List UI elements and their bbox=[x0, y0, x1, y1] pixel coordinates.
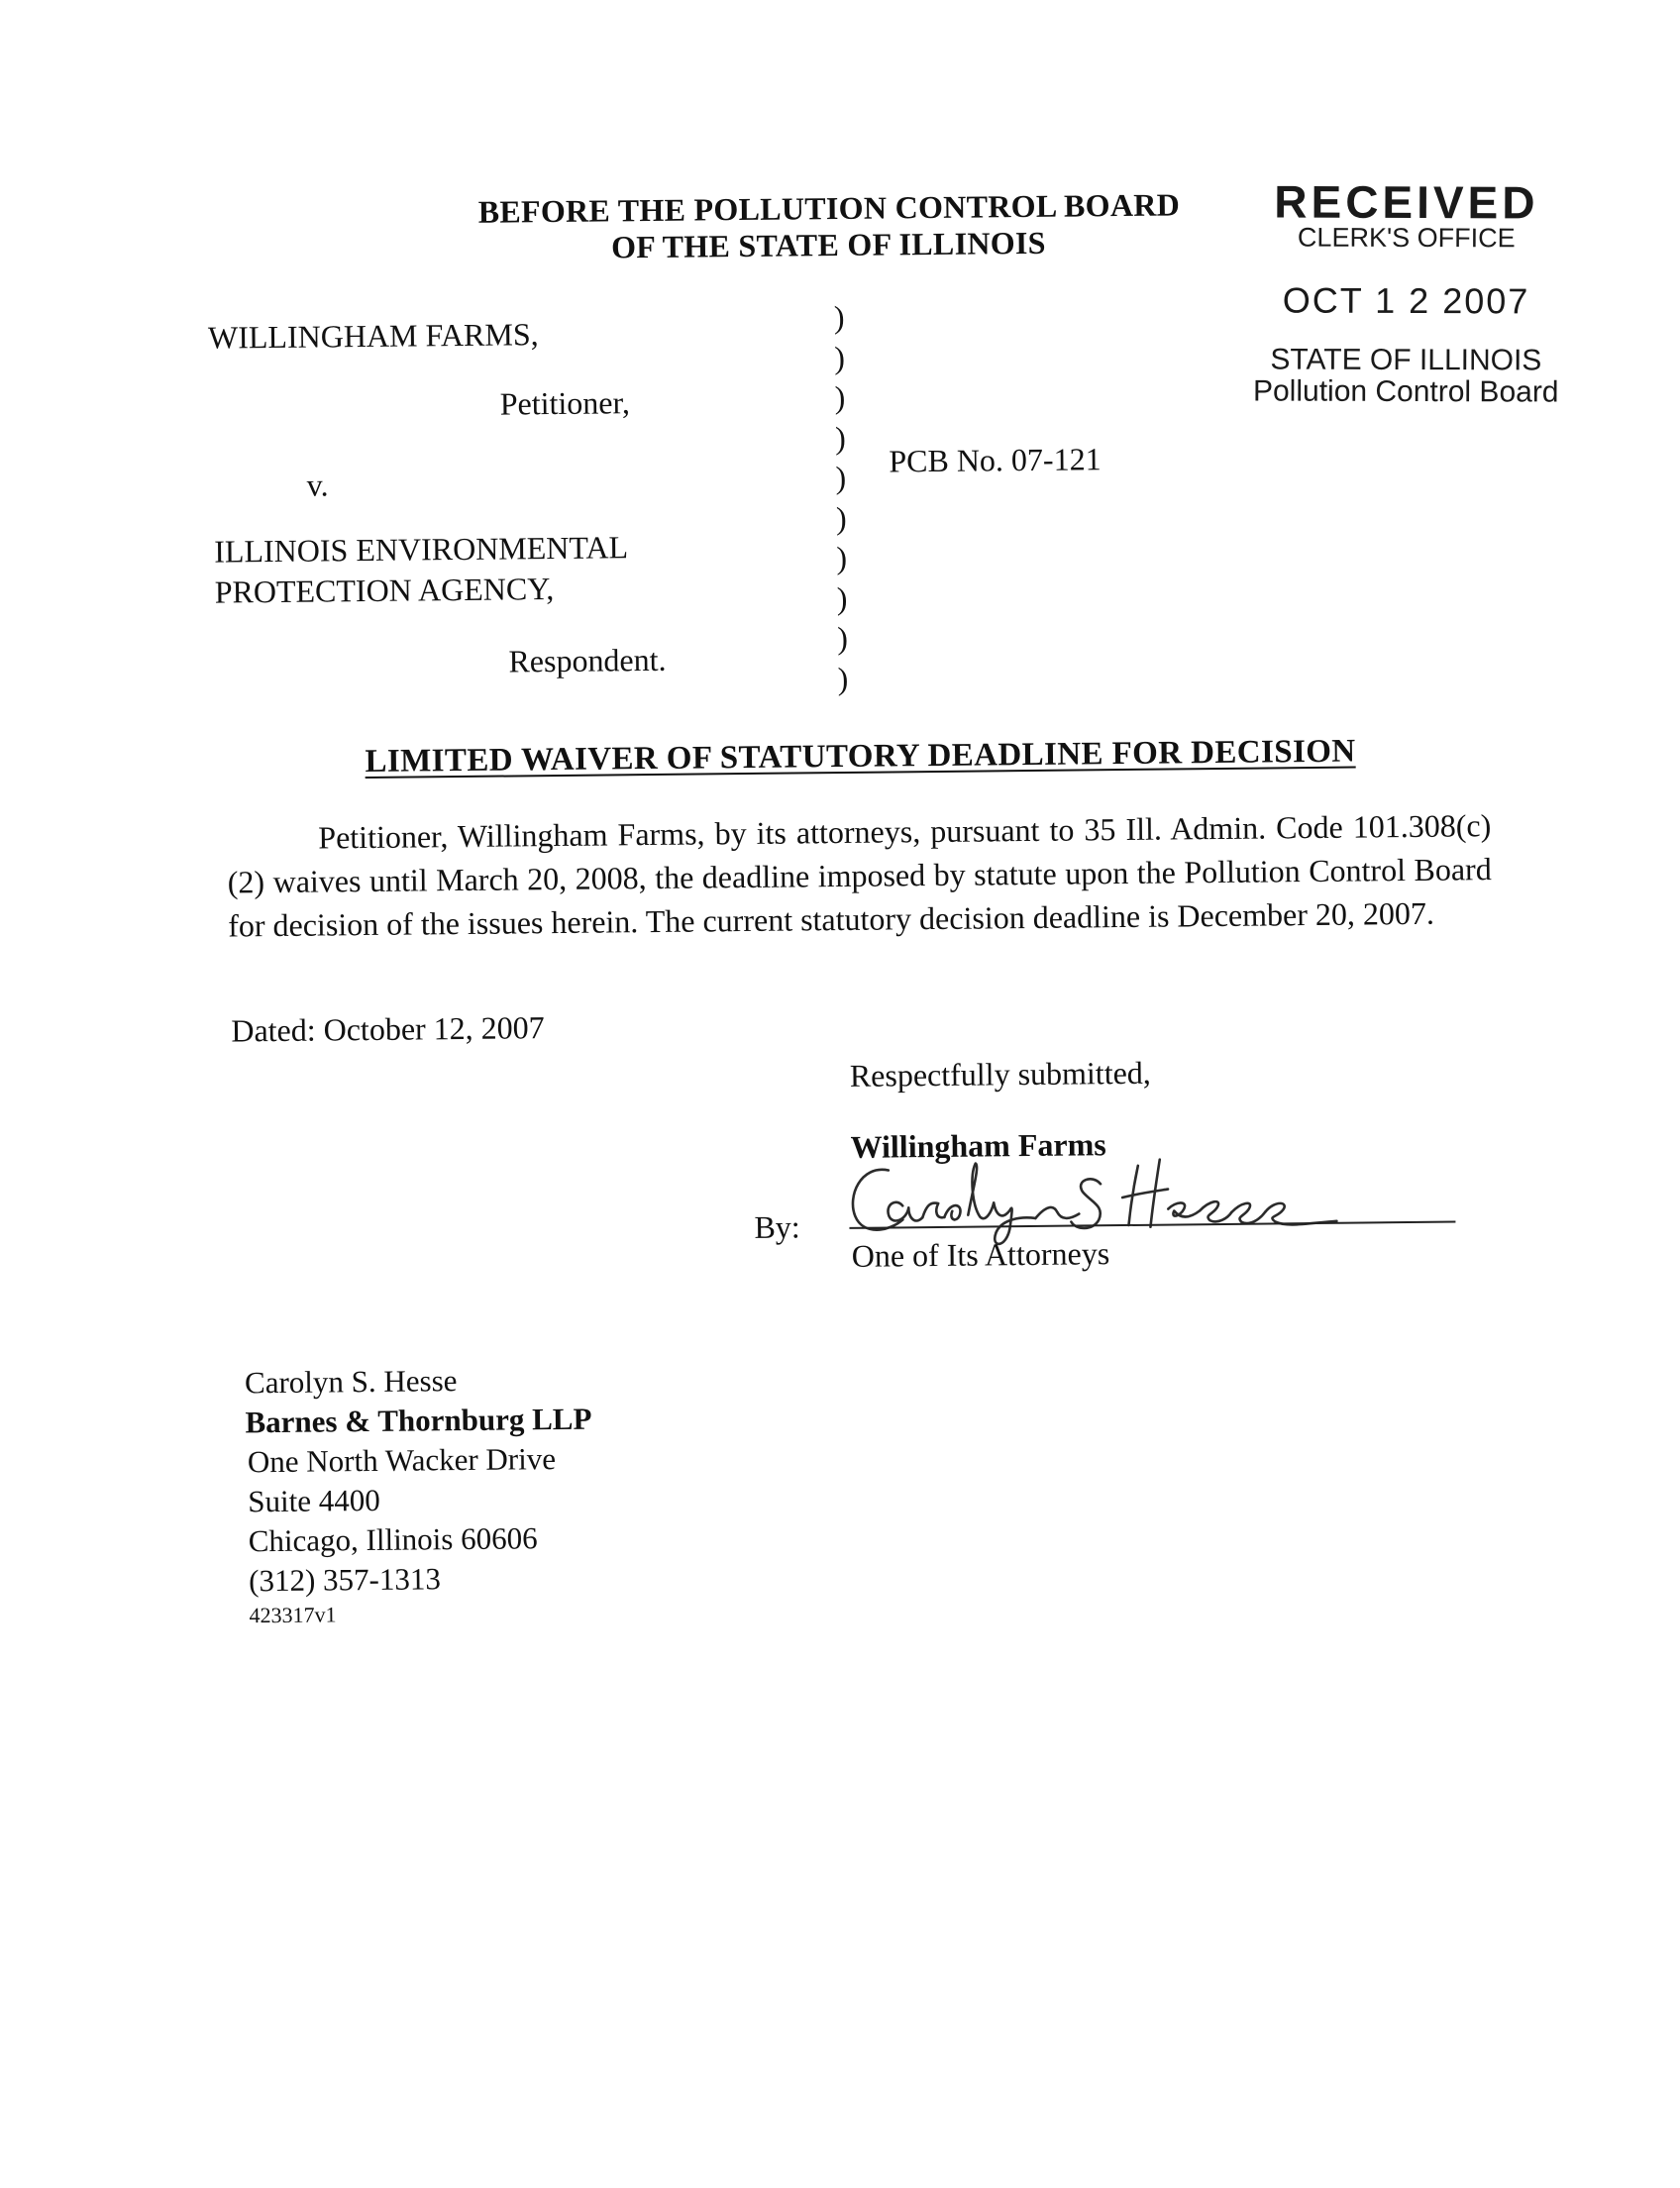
signer-role: One of Its Attorneys bbox=[851, 1235, 1110, 1274]
respondent-role: Respondent. bbox=[508, 641, 667, 679]
header-line-1: BEFORE THE POLLUTION CONTROL BOARD bbox=[477, 186, 1181, 230]
bracket-mark: ) bbox=[837, 619, 849, 657]
header-line-2: OF THE STATE OF ILLINOIS bbox=[610, 224, 1046, 265]
petitioner-name: WILLINGHAM FARMS, bbox=[207, 316, 539, 356]
document-id: 423317v1 bbox=[249, 1602, 337, 1628]
bracket-mark: ) bbox=[837, 660, 849, 696]
respondent-name-line-1: ILLINOIS ENVIRONMENTAL bbox=[214, 529, 629, 570]
attorney-suite: Suite 4400 bbox=[248, 1482, 380, 1519]
bracket-mark: ) bbox=[834, 419, 846, 456]
by-label: By: bbox=[754, 1208, 800, 1245]
body-paragraph: Petitioner, Willingham Farms, by its attorneys, pursuant to 35 Ill. Admin. Code 101.308(c)(2) waives until March 20, 2008, the deadline imposed by statute upon the Pollution Control Board for decision of the issues herein. The current statutory decision deadline is December 20, 2007. bbox=[227, 807, 1492, 944]
received-stamp bbox=[1237, 175, 1575, 409]
attorney-street: One North Wacker Drive bbox=[247, 1441, 557, 1480]
attorney-city: Chicago, Illinois 60606 bbox=[248, 1520, 538, 1559]
signing-party: Willingham Farms bbox=[850, 1126, 1106, 1165]
case-number: PCB No. 07-121 bbox=[889, 441, 1102, 479]
attorney-phone: (312) 357-1313 bbox=[248, 1561, 442, 1599]
stamp-date: OCT 1 2 2007 bbox=[1282, 279, 1530, 322]
bracket-mark: ) bbox=[834, 378, 846, 416]
dated-line: Dated: October 12, 2007 bbox=[231, 1009, 545, 1049]
attorney-firm: Barnes & Thornburg LLP bbox=[245, 1401, 592, 1440]
versus: v. bbox=[306, 467, 329, 503]
respectfully-submitted: Respectfully submitted, bbox=[849, 1054, 1151, 1094]
stamp-clerks-office: CLERK'S OFFICE bbox=[1297, 222, 1516, 254]
bracket-mark: ) bbox=[835, 499, 847, 536]
petitioner-role: Petitioner, bbox=[499, 384, 631, 422]
bracket-mark: ) bbox=[836, 579, 848, 616]
bracket-mark: ) bbox=[834, 339, 846, 375]
stamp-received: RECEIVED bbox=[1274, 175, 1539, 229]
caption-bracket bbox=[834, 297, 849, 698]
bracket-mark: ) bbox=[835, 459, 847, 496]
bracket-mark: ) bbox=[833, 298, 845, 336]
stamp-state: STATE OF ILLINOIS bbox=[1270, 343, 1542, 377]
document-title: LIMITED WAIVER OF STATUTORY DEADLINE FOR DECISION bbox=[365, 733, 1356, 781]
respondent-name-line-2: PROTECTION AGENCY, bbox=[214, 571, 555, 610]
bracket-mark: ) bbox=[836, 539, 848, 576]
stamp-board: Pollution Control Board bbox=[1252, 374, 1559, 409]
attorney-name: Carolyn S. Hesse bbox=[244, 1363, 458, 1401]
